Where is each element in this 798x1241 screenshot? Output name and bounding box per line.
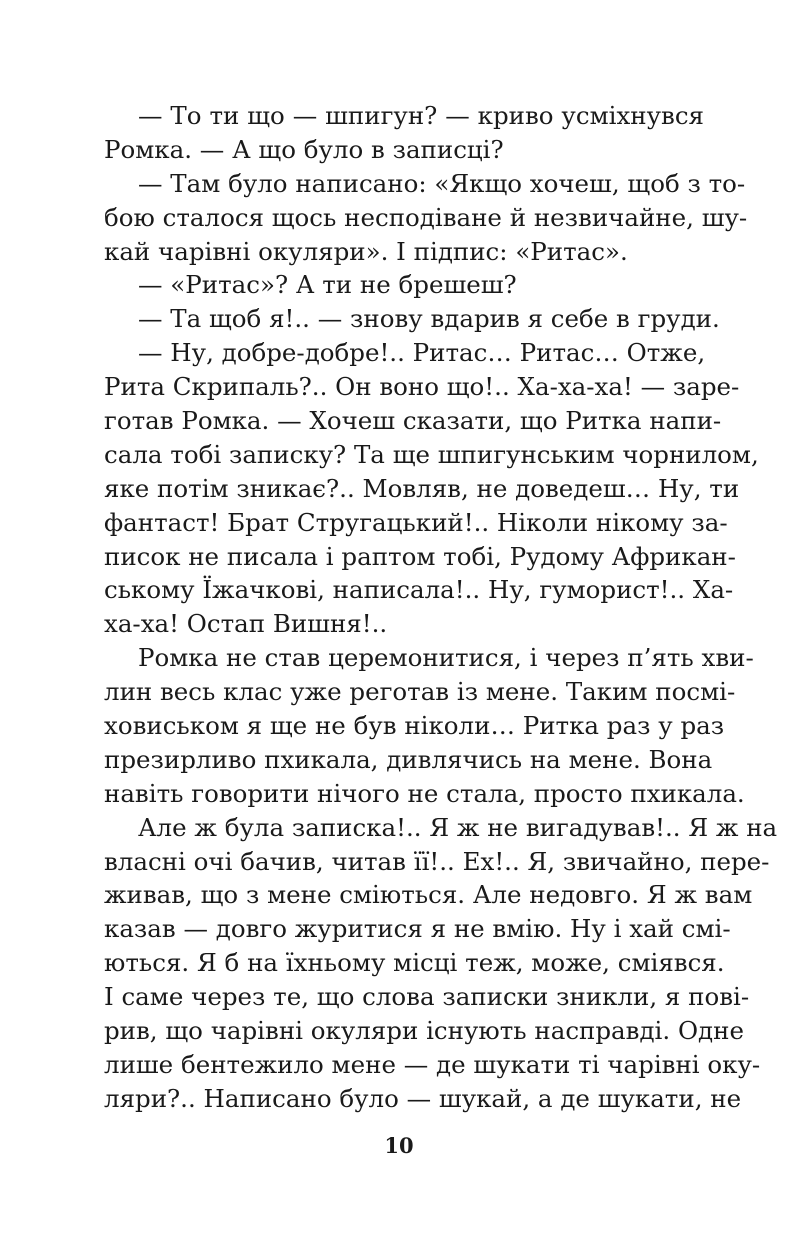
paragraph [104,99,704,167]
text-line: рив, що чарівні окуляри існують насправді. Одне [104,1016,744,1046]
text-line: ха-ха! Остап Вишня!.. [104,609,388,639]
page-number: 10 [384,1133,414,1158]
text-line: — Ну, добре-добре!.. Ритас… Ритас… Отже, [138,338,706,368]
text-line: презирливо пхикала, дивлячись на мене. Вона [104,744,713,774]
text-line: яке потім зникає?.. Мовляв, не доведеш… Ну, ти [104,473,740,503]
text-line: — То ти що — шпигун? — криво усміхнувся [138,101,704,130]
text-line: бою сталося щось несподіване й незвичайне, шу- [104,202,748,232]
paragraph [104,302,720,336]
text-line: живав, що з мене сміються. Але недовго. Я ж вам [104,880,753,910]
text-line: лише бентежило мене — де шукати ті чарівні оку- [104,1049,761,1079]
text-line: — Та щоб я!.. — знову вдарив я себе в груди. [138,304,720,334]
text-line: Ромка. — А що було в записці? [104,134,504,164]
text-line: — «Ритас»? А ти не брешеш? [138,270,517,300]
text-line: казав — довго журитися я не вмію. Ну і хай смі- [104,914,731,944]
paragraph [104,811,778,1116]
text-line: ховиськом я ще не був ніколи… Ритка раз у раз [104,711,725,741]
text-line: Рита Скрипаль?.. Он воно що!.. Ха-ха-ха! — заре- [104,372,740,402]
text-line: ляри?.. Написано було — шукай, а де шукати, не [104,1083,742,1113]
text-line: Але ж була записка!.. Я ж не вигадував!.. Я ж на [138,812,778,842]
paragraph [104,641,754,810]
text-line: сала тобі записку? Та ще шпигунським чорнилом, [104,439,759,469]
text-line: ському Їжачкові, написала!.. Ну, гуморист!.. Ха- [104,575,734,605]
text-line: — Там було написано: «Якщо хочеш, щоб з то- [138,168,746,198]
paragraph [104,167,748,269]
paragraph [104,336,759,641]
text-line: навіть говорити нічого не стала, просто пхикала. [104,778,745,808]
text-line: кай чарівні окуляри». І підпис: «Ритас». [104,236,628,266]
text-line: І саме через те, що слова записки зникли, я пові- [104,982,750,1012]
text-line: писок не писала і раптом тобі, Рудому Африкан- [104,541,736,571]
page-body-text [104,99,778,1116]
text-line: ються. Я б на їхньому місці теж, може, сміявся. [104,948,725,978]
text-line: власні очі бачив, читав її!.. Ех!.. Я, звичайно, пере- [104,846,770,876]
paragraph [104,268,704,302]
text-line: фантаст! Брат Стругацький!.. Ніколи нікому за- [104,507,728,537]
text-line: готав Ромка. — Хочеш сказати, що Ритка напи- [104,406,722,436]
text-line: Ромка не став церемонитися, і через п’ять хви- [138,643,754,673]
text-line: лин весь клас уже реготав із мене. Таким посмі- [104,677,736,707]
